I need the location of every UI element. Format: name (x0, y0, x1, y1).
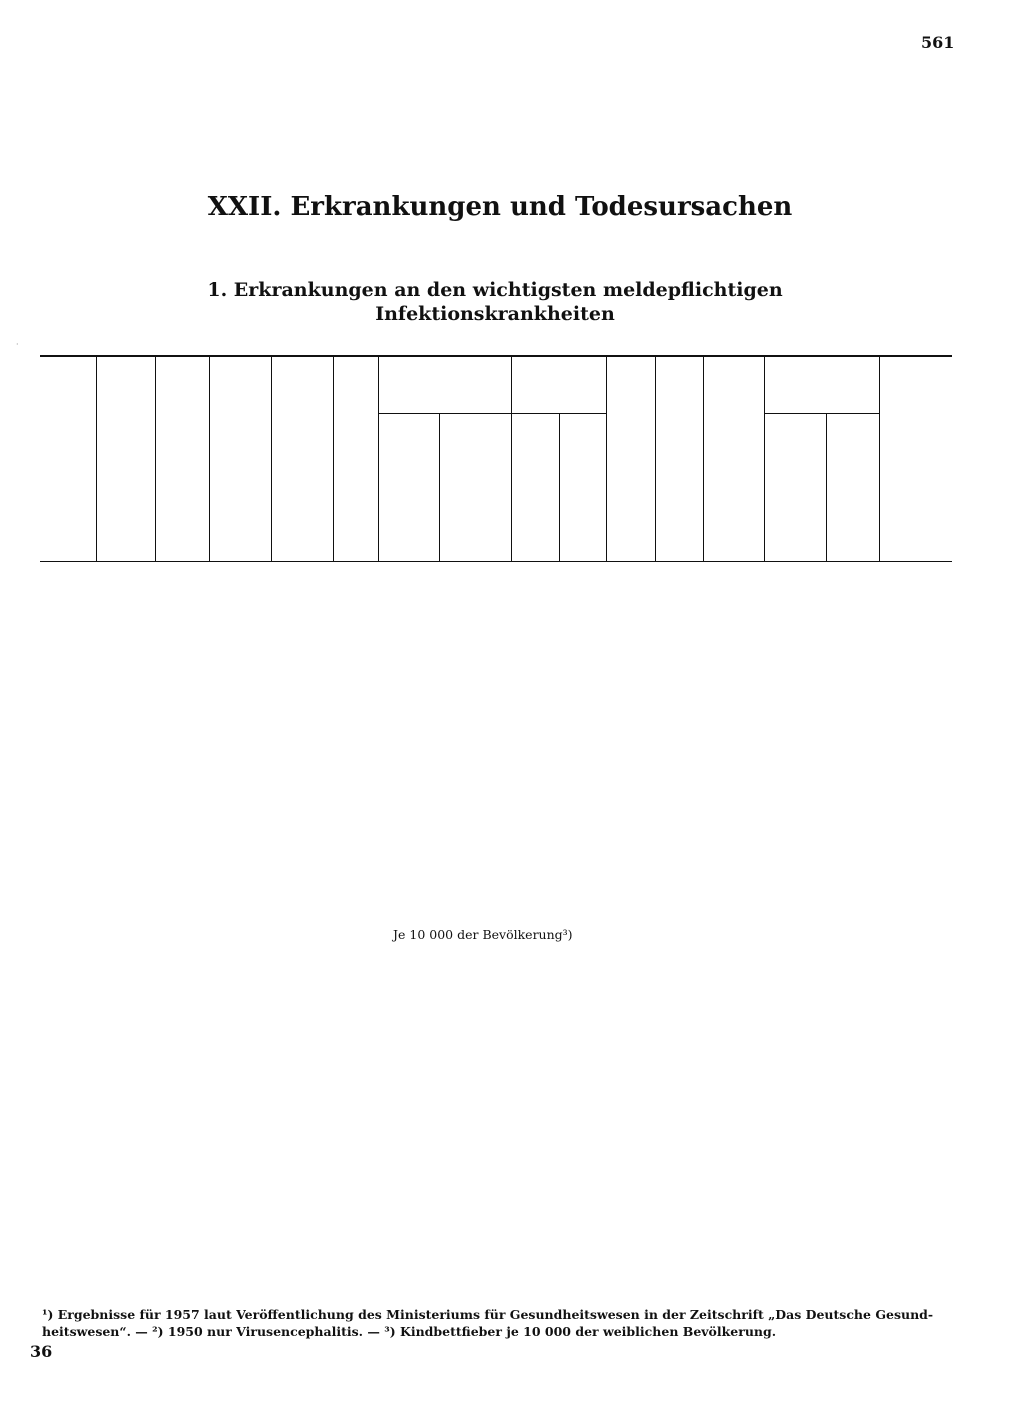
header-bissverletzung (880, 356, 952, 562)
footnote-line: heitswesen“. — ²) 1950 nur Virusencephalitis. — ³) Kindbettfieber je 10 000 der weiblichen Bevölkerung. (42, 1324, 777, 1339)
header-meningitis (606, 356, 655, 562)
table-header (40, 355, 952, 562)
per-capita-heading: Je 10 000 der Bevölkerung³) (393, 927, 573, 942)
header-scharlach (271, 356, 334, 562)
header-botulismus (560, 414, 607, 562)
chapter-title: XXII. Erkrankungen und Todesursachen (207, 192, 793, 222)
header-diphtherie (209, 356, 271, 562)
header-ruhr (156, 356, 210, 562)
section-title-line1: 1. Erkrankungen an den wichtigsten meldepflichtigen (207, 279, 783, 301)
header-tbc-insgesamt (378, 414, 439, 562)
header-salmonellen (511, 414, 560, 562)
page-number: 561 (921, 33, 955, 52)
header-kindbett-standesamtlich (764, 414, 826, 562)
header-typhus (97, 356, 156, 562)
footnote-line: ¹) Ergebnisse für 1957 laut Veröffentlichung des Ministeriums für Gesundheitswesen in der Zeitschrift „Das Deutsche Gesund- (42, 1307, 934, 1322)
section-title (0, 278, 990, 326)
header-group-kindbettfieber (764, 356, 880, 414)
header-group-tuberkulose (378, 356, 511, 414)
header-hepatitis (704, 356, 765, 562)
header-virusmeningitis (655, 356, 704, 562)
signature-mark: 36 (30, 1342, 53, 1361)
header-group-lebensmittel (511, 356, 606, 414)
section-title-line2: Infektionskrankheiten (375, 303, 615, 325)
header-poliomyelitis (334, 356, 379, 562)
header-tbc-darunter (439, 414, 511, 562)
footnotes (42, 1306, 952, 1340)
header-kindbett-fehlgeburt (826, 414, 880, 562)
header-jahr (40, 356, 97, 562)
stray-mark: · (16, 340, 19, 349)
